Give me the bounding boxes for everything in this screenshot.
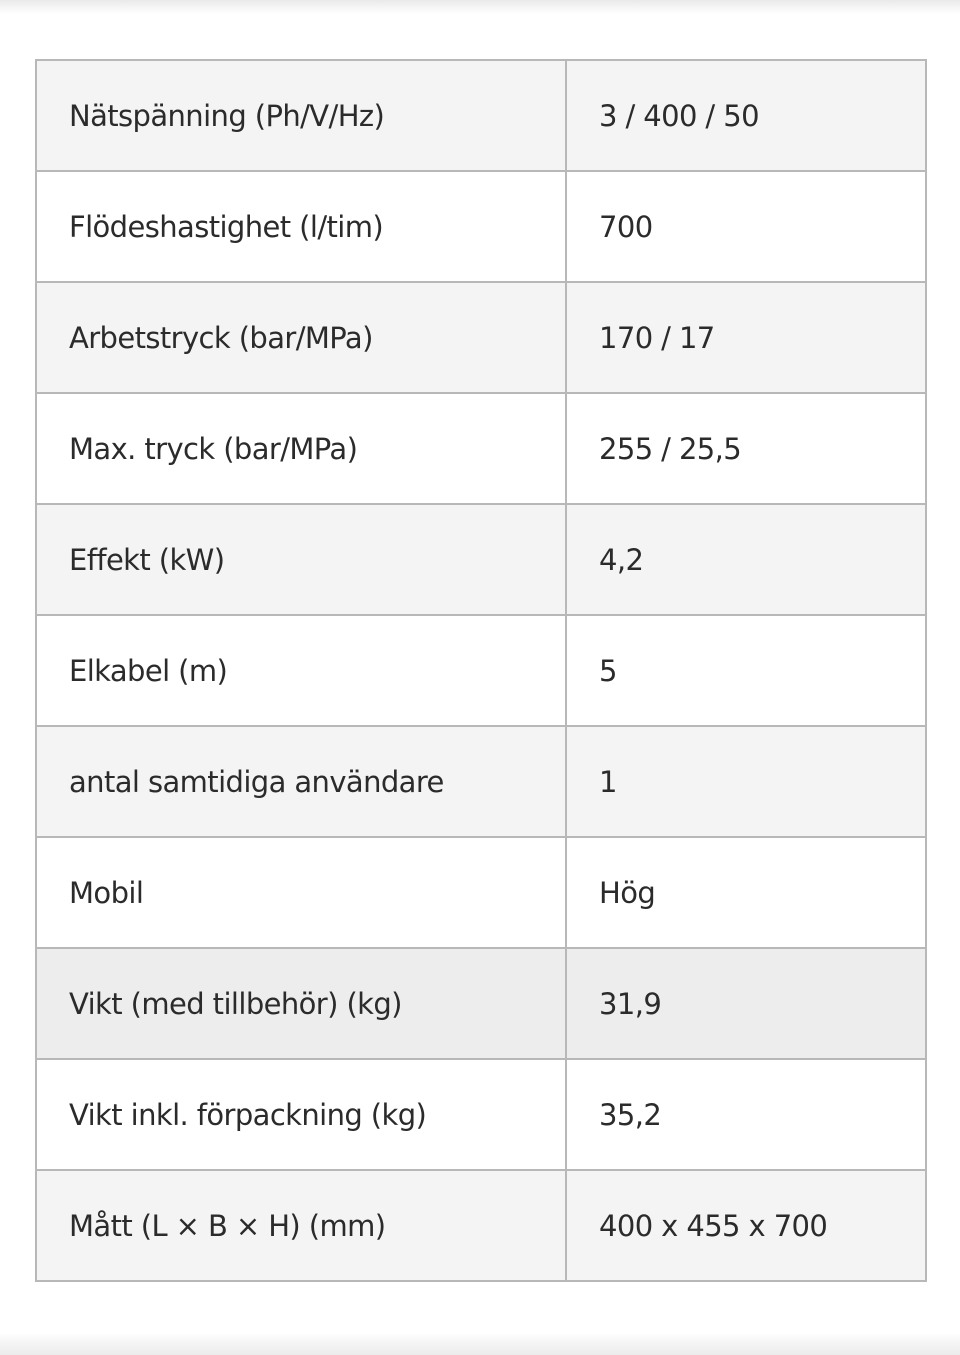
specifications-table-body (36, 60, 926, 1281)
spec-label: Vikt (med tillbehör) (kg) (36, 948, 566, 1059)
table-row (36, 837, 926, 948)
spec-label: Elkabel (m) (36, 615, 566, 726)
spec-value: 3 / 400 / 50 (566, 60, 926, 171)
spec-label: Flödeshastighet (l/tim) (36, 171, 566, 282)
spec-label: Effekt (kW) (36, 504, 566, 615)
bottom-edge-shadow (0, 1333, 960, 1355)
spec-value: 400 x 455 x 700 (566, 1170, 926, 1281)
table-row (36, 948, 926, 1059)
table-row (36, 615, 926, 726)
table-row (36, 282, 926, 393)
table-row (36, 1059, 926, 1170)
table-row (36, 726, 926, 837)
table-row (36, 1170, 926, 1281)
spec-label: Vikt inkl. förpackning (kg) (36, 1059, 566, 1170)
spec-value: 4,2 (566, 504, 926, 615)
spec-label: Nätspänning (Ph/V/Hz) (36, 60, 566, 171)
spec-value: 35,2 (566, 1059, 926, 1170)
spec-label: Max. tryck (bar/MPa) (36, 393, 566, 504)
spec-label: Arbetstryck (bar/MPa) (36, 282, 566, 393)
spec-value: Hög (566, 837, 926, 948)
table-row (36, 393, 926, 504)
spec-value: 170 / 17 (566, 282, 926, 393)
top-edge-shadow (0, 0, 960, 14)
spec-value: 255 / 25,5 (566, 393, 926, 504)
spec-value: 1 (566, 726, 926, 837)
table-row (36, 171, 926, 282)
spec-label: antal samtidiga användare (36, 726, 566, 837)
specifications-table (35, 59, 927, 1282)
spec-value: 5 (566, 615, 926, 726)
spec-label: Mått (L × B × H) (mm) (36, 1170, 566, 1281)
table-row (36, 504, 926, 615)
table-row (36, 60, 926, 171)
spec-value: 31,9 (566, 948, 926, 1059)
spec-label: Mobil (36, 837, 566, 948)
spec-value: 700 (566, 171, 926, 282)
